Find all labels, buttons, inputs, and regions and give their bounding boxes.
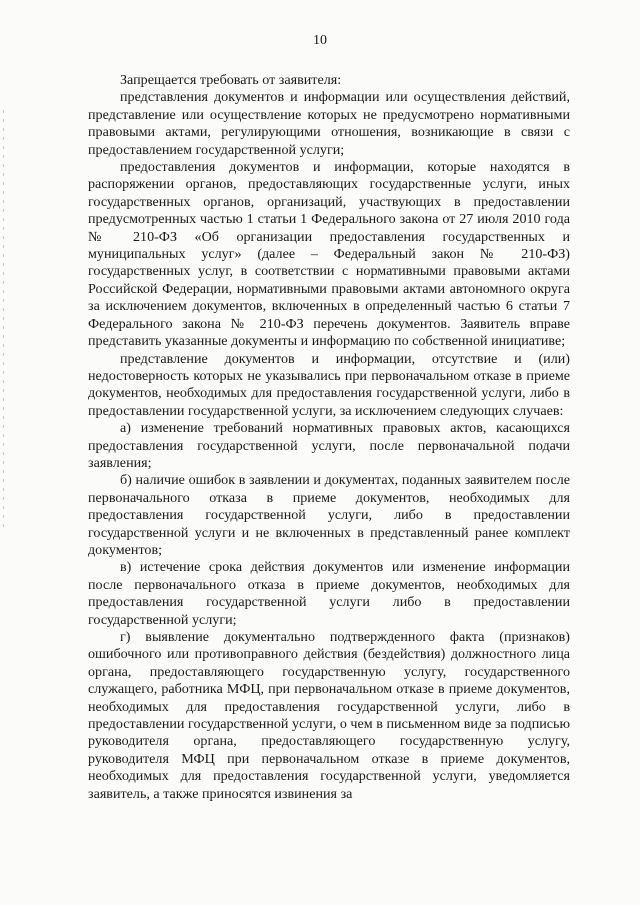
paragraph-item-1: представления документов и информации или осуществления действий, представление или осуществление которых не предусмотрено нормативными правовыми актами, регулирующими отношения, возникающие в связи с предоставлением государственной услуги; xyxy=(88,89,570,158)
list-item-g: г) выявление документально подтвержденного факта (признаков) ошибочного или противоправного действия (бездействия) должностного лица органа, предоставляющего государственную услугу, государственного служащего, работника МФЦ, при первоначальном отказе в приеме документов, необходимых для предоставления государственной услуги, либо в предоставлении государственной услуги, о чем в письменном виде за подписью руководителя органа, предоставляющего государственную услугу, руководителя МФЦ при первоначальном отказе в приеме документов, необходимых для предоставления государственной услуги, уведомляется заявитель, а также приносятся извинения за xyxy=(88,629,570,802)
paragraph-item-3: представление документов и информации, отсутствие и (или) недостоверность которых не указывались при первоначальном отказе в приеме документов, необходимых для предоставления государственной услуги, либо в предоставлении государственной услуги, за исключением следующих случаев: xyxy=(88,350,570,419)
scan-edge-mark xyxy=(3,110,4,530)
page-number: 10 xyxy=(313,33,327,48)
list-item-v: в) истечение срока действия документов или изменение информации после первоначального отказа в приеме документов, необходимых для предоставления государственной услуги либо в предоставлении государственной услуги; xyxy=(88,559,570,628)
list-item-b: б) наличие ошибок в заявлении и документах, поданных заявителем после первоначального отказа в приеме документов, необходимых для предоставления государственной услуги, либо в предоставлении государственной услуги и не включенных в представленный ранее комплект документов; xyxy=(88,472,570,558)
document-body xyxy=(88,72,570,803)
paragraph-intro: Запрещается требовать от заявителя: xyxy=(120,72,342,88)
list-item-a: а) изменение требований нормативных правовых актов, касающихся предоставления государственной услуги, после первоначальной подачи заявления; xyxy=(88,420,570,471)
paragraph-item-2: предоставления документов и информации, которые находятся в распоряжении органов, предоставляющих государственные услуги, иных государственных органов, организаций, участвующих в предоставлении предусмотренных частью 1 статьи 1 Федерального закона от 27 июля 2010 года № 210-ФЗ «Об организации предоставления государственных и муниципальных услуг» (далее – Федеральный закон № 210-ФЗ) государственных услуг, в соответствии с нормативными правовыми актами Российской Федерации, нормативными правовыми актами автономного округа за исключением документов, включенных в определенный частью 6 статьи 7 Федерального закона № 210-ФЗ перечень документов. Заявитель вправе представить указанные документы и информацию по собственной инициативе; xyxy=(88,159,570,350)
